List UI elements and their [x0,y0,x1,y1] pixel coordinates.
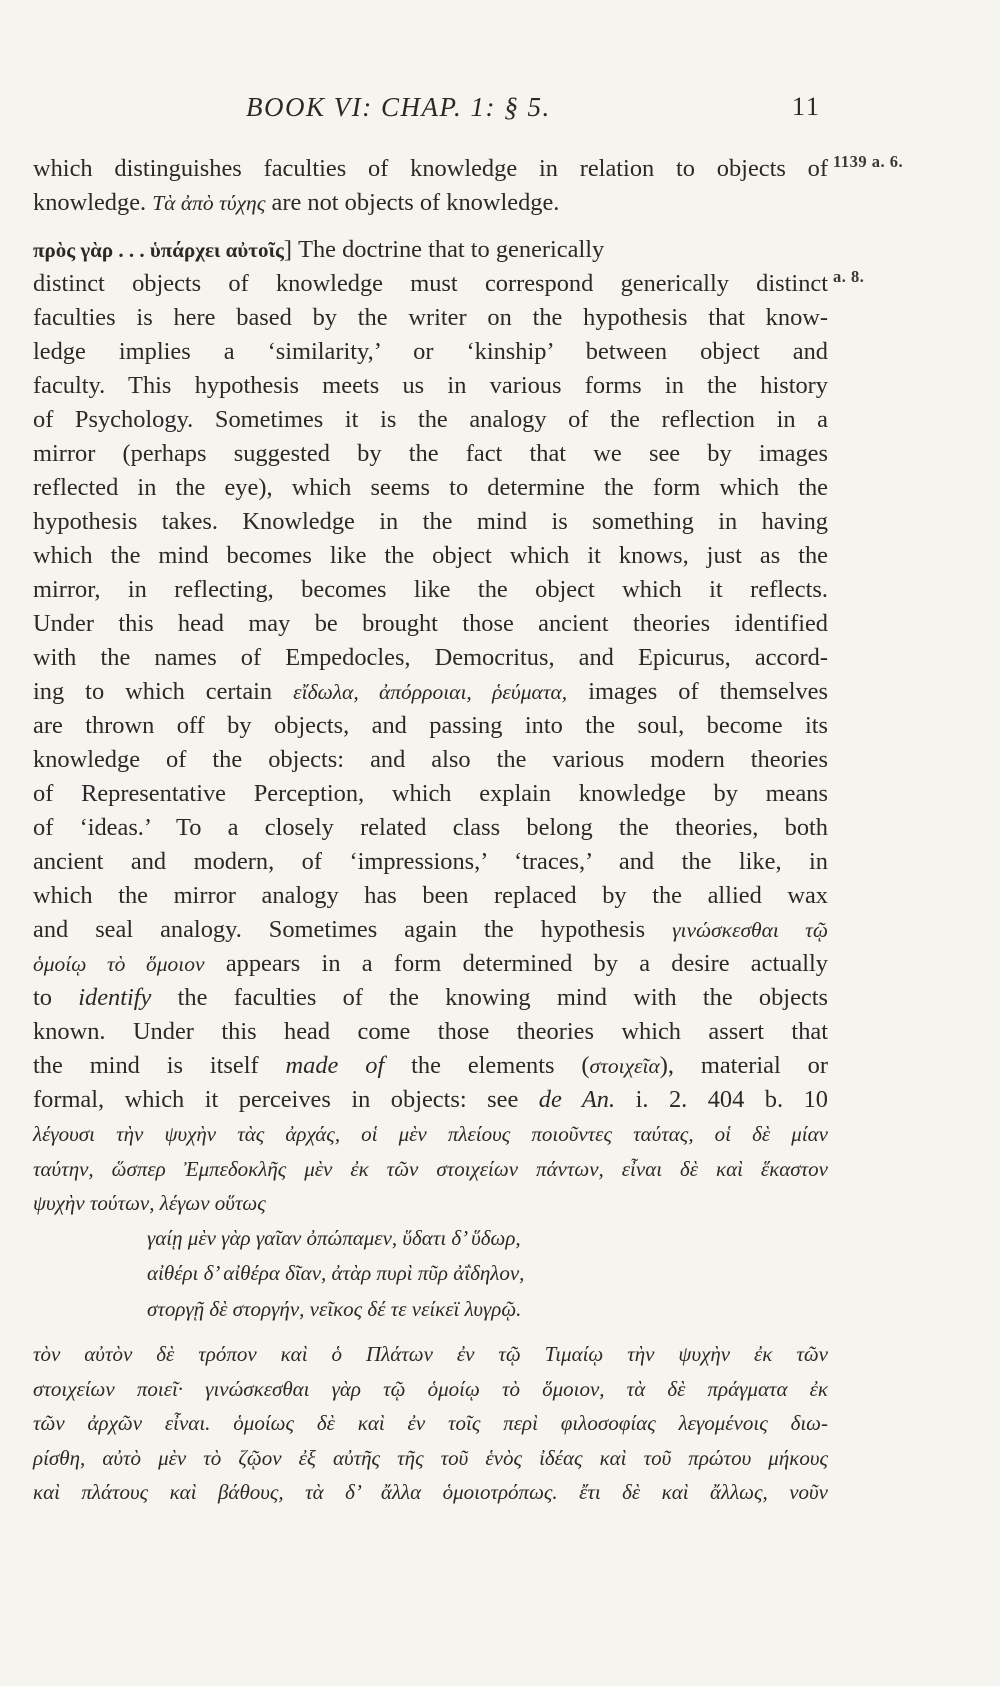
margin-note-reference: a. 8. [833,267,865,286]
text-segment: mirror, in reflecting, becomes like the object which it reflects. [33,576,828,603]
italic-text: made of [285,1052,385,1079]
text-line [33,743,828,777]
text-segment: are not objects of knowledge. [265,189,560,216]
running-head-title: BOOK VI: CHAP. 1: § 5. [246,92,551,122]
text-line [33,403,828,437]
greek-quotation-line: ψυχὴν τούτων, λέγων οὕτως [33,1191,266,1215]
text-segment: hypothesis takes. Knowledge in the mind is something in having [33,508,828,535]
text-segment: the elements ( [384,1052,590,1079]
text-segment: mirror (perhaps suggested by the fact that we see by images [33,440,828,467]
text-line [33,1083,828,1117]
greek-text: εἴδωλα, ἀπόρροιαι, ῥεύματα, [293,680,568,704]
text-segment: to [33,984,79,1011]
text-line [33,233,828,267]
running-head [0,92,1000,132]
verse-line: γαίῃ μὲν γὰρ γαῖαν ὀπώπαμεν, ὕδατι δ’ ὕδωρ, [147,1225,521,1250]
text-line [33,845,828,879]
greek-quotation-line: τὸν αὐτὸν δὲ τρόπον καὶ ὁ Πλάτων ἐν τῷ Τιμαίῳ τὴν ψυχὴν ἐκ τῶν [33,1342,828,1366]
text-segment: Under this head may be brought those ancient theories identified [33,610,828,637]
text-segment: of ‘ideas.’ To a closely related class belong the theories, both [33,814,828,841]
text-line [33,1049,828,1083]
verse-line: αἰθέρι δ’ αἰθέρα δῖαν, ἀτὰρ πυρὶ πῦρ ἀΐδηλον, [147,1261,525,1285]
greek-quotation-line: ταύτην, ὥσπερ Ἐμπεδοκλῆς μὲν ἐκ τῶν στοιχείων πάντων, εἶναι δὲ καὶ ἕκαστον [33,1156,828,1181]
text-line [33,369,828,403]
text-line [33,267,828,301]
text-segment: images of themselves [567,678,828,705]
page-number: 11 [792,92,822,121]
text-segment: faculty. This hypothesis meets us in various forms in the history [33,372,828,399]
text-line [33,607,828,641]
text-line [33,641,828,675]
greek-text: γινώσκεσθαι τῷ [672,918,828,942]
text-segment: with the names of Empedocles, Democritus, and Epicurus, accord- [33,644,828,671]
greek-quotation-line: τῶν ἀρχῶν εἶναι. ὁμοίως δὲ καὶ ἐν τοῖς περὶ φιλοσοφίας λεγομένοις διω- [33,1411,828,1435]
text-segment: are thrown off by objects, and passing into the soul, become its [33,712,828,739]
margin-note-reference: 1139 a. 6. [833,152,904,171]
text-segment: formal, which it perceives in objects: see [33,1086,539,1113]
text-segment: and seal analogy. Sometimes again the hypothesis [33,916,673,943]
text-segment: ledge implies a ‘similarity,’ or ‘kinship’ between object and [33,338,828,365]
greek-text: Τὰ ἀπὸ τύχης [152,191,266,215]
greek-quotation-line: ρίσθη, αὐτὸ μὲν τὸ ζῷον ἐξ αὐτῆς τῆς τοῦ ἑνὸς ἰδέας καὶ τοῦ πρώτου μήκους [33,1445,828,1470]
text-segment: known. Under this head come those theories which assert that [33,1018,828,1045]
greek-text: ὁμοίῳ τὸ ὅμοιον [33,952,205,976]
greek-quotation-line: καὶ πλάτους καὶ βάθους, τὰ δ’ ἄλλα ὁμοιοτρόπως. ἔτι δὲ καὶ ἄλλως, νοῦν [33,1480,828,1504]
text-line [33,505,828,539]
text-segment: knowledge. [33,189,153,216]
greek-text: στοιχεῖα [589,1054,660,1078]
text-segment: the faculties of the knowing mind with the objects [151,984,828,1011]
text-line [33,437,828,471]
text-segment: which the mirror analogy has been replaced by the allied wax [33,882,828,909]
text-line [33,879,828,913]
main-text [33,152,828,1510]
text-line [33,675,828,709]
italic-text: identify [78,984,152,1011]
text-line [33,573,828,607]
text-line [33,471,828,505]
text-line [33,947,828,981]
text-line [33,335,828,369]
text-segment: ] The doctrine that to generically [283,236,605,263]
text-line [33,981,828,1015]
text-segment: which the mind becomes like the object which it knows, just as the [33,542,828,569]
text-segment: ancient and modern, of ‘impressions,’ ‘traces,’ and the like, in [33,848,828,875]
text-segment: reflected in the eye), which seems to determine the form which the [33,474,828,501]
text-segment: which distinguishes faculties of knowledge in relation to objects of [33,155,828,182]
text-segment: faculties is here based by the writer on the hypothesis that know- [33,304,828,331]
text-line [33,152,828,186]
text-line [33,186,828,220]
text-segment: appears in a form determined by a desire actually [204,950,828,977]
text-segment: ), material or [659,1052,828,1079]
text-line [33,913,828,947]
text-segment: of Psychology. Sometimes it is the analogy of the reflection in a [33,406,828,433]
italic-text: de An. [538,1086,616,1113]
text-segment: distinct objects of knowledge must correspond generically distinct [33,270,828,297]
text-segment: knowledge of the objects: and also the various modern theories [33,746,828,773]
text-line [33,1015,828,1049]
text-line [33,539,828,573]
greek-quotation-line: στοιχείων ποιεῖ· γινώσκεσθαι γὰρ τῷ ὁμοίῳ τὸ ὅμοιον, τὰ δὲ πράγματα ἐκ [33,1376,828,1401]
text-line [33,777,828,811]
text-segment: of Representative Perception, which explain knowledge by means [33,780,828,807]
text-line [33,301,828,335]
greek-text: πρὸς γὰρ . . . ὑπάρχει αὐτοῖς [33,238,284,262]
text-line [33,811,828,845]
text-segment: i. 2. 404 b. 10 [615,1086,828,1113]
text-segment: the mind is itself [33,1052,286,1079]
greek-quotation-line: λέγουσι τὴν ψυχὴν τὰς ἀρχάς, οἱ μὲν πλείους ποιοῦντες ταύτας, οἱ δὲ μίαν [33,1122,828,1146]
verse-line: στοργῇ δὲ στοργήν, νεῖκος δέ τε νείκεϊ λυγρῷ. [147,1296,522,1321]
text-line [33,709,828,743]
text-segment: ing to which certain [33,678,294,705]
